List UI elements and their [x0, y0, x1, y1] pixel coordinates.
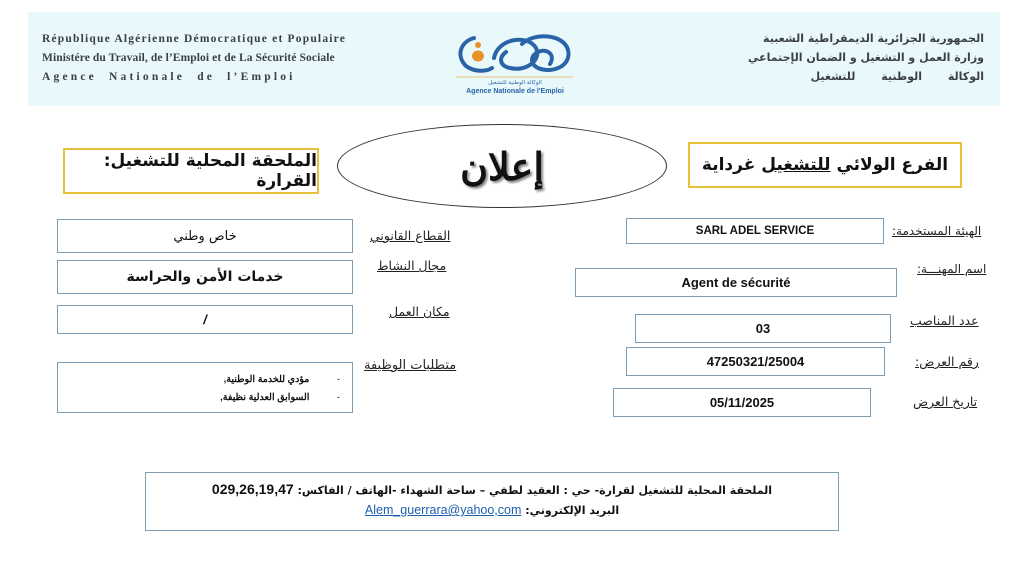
republic-name-ar: الجمهورية الجزائرية الديمقراطية الشعبية: [763, 32, 984, 45]
letterhead-arabic: [748, 29, 984, 86]
requirement-item: [220, 389, 340, 407]
offer-date-label: تاريخ العرض: [913, 394, 978, 409]
employer-value: SARL ADEL SERVICE: [626, 218, 884, 244]
agency-name-ar: الوكالة الوطنية للتشغيل: [810, 70, 984, 83]
requirement-item: [224, 371, 340, 389]
requirement-bullet: -: [336, 392, 340, 403]
requirements-box: [57, 362, 353, 413]
announcement-ellipse: [337, 124, 667, 208]
work-location-label: مكان العمل: [389, 304, 450, 319]
local-agency-title: الملحقة المحلية للتشغيل: القرارة: [103, 151, 317, 191]
contact-address: الملحقة المحلية للتشغيل لقرارة- حي : العقيد لطفي – ساحة الشهداء -الهاتف / الفاكس:: [297, 484, 773, 497]
contact-address-line: [146, 481, 838, 497]
contact-footer: [145, 472, 839, 531]
requirement-text: مؤدي للخدمة الوطنية,: [223, 374, 310, 385]
letterhead-french: [42, 30, 346, 87]
positions-count-value: 03: [635, 314, 891, 343]
branch-title-underlined: للتشغيل: [761, 155, 831, 175]
offer-number-label: رقم العرض:: [915, 354, 979, 369]
legal-sector-label: القطاع القانوني: [370, 228, 451, 243]
agency-name-fr: Agence Nationale de l’Emploi: [42, 71, 296, 83]
employer-label: الهيئة المستخدمة:: [892, 224, 982, 238]
activity-field-label: مجال النشاط: [377, 258, 447, 273]
local-agency-box: [63, 148, 319, 194]
branch-title: [702, 155, 948, 175]
logo-caption-ar: الوكالة الوطنية للتشغيل: [488, 80, 542, 86]
job-title-value: Agent de sécurité: [575, 268, 897, 297]
ministry-name-ar: وزارة العمل و التشغيل و الضمان الإجتماعي: [747, 51, 984, 64]
email-link[interactable]: Alem_guerrara@yahoo,com: [364, 503, 522, 517]
offer-number-value: 47250321/25004: [626, 347, 885, 376]
contact-phone: 029,26,19,47: [211, 481, 294, 497]
branch-box: [688, 142, 962, 188]
activity-field-value: خدمات الأمن والحراسة: [57, 260, 353, 294]
positions-count-label: عدد المناصب: [910, 313, 979, 328]
contact-email-line: [146, 503, 838, 517]
branch-title-prefix: الفرع الولائي: [836, 155, 949, 175]
work-location-value: /: [57, 305, 353, 334]
logo-caption-fr: Agence Nationale de l'Emploi: [466, 88, 564, 95]
offer-date-value: 05/11/2025: [613, 388, 871, 417]
requirement-text: السوابق العدلية نظيفة,: [220, 392, 310, 403]
email-label: البريد الإلكتروني:: [525, 504, 620, 517]
ministry-name-fr: Ministére du Travail, de l’Emploi et de La Sécurité Sociale: [42, 52, 335, 64]
announcement-title: إعلان: [460, 143, 544, 189]
requirement-bullet: -: [336, 374, 340, 385]
legal-sector-value: خاص وطني: [57, 219, 353, 253]
requirements-label: متطلبات الوظيفة: [364, 358, 457, 373]
job-title-label: اسم المهنـــة:: [917, 262, 987, 276]
branch-title-suffix: غرداية: [701, 155, 756, 175]
republic-name-fr: République Algérienne Démocratique et Populaire: [42, 33, 347, 45]
